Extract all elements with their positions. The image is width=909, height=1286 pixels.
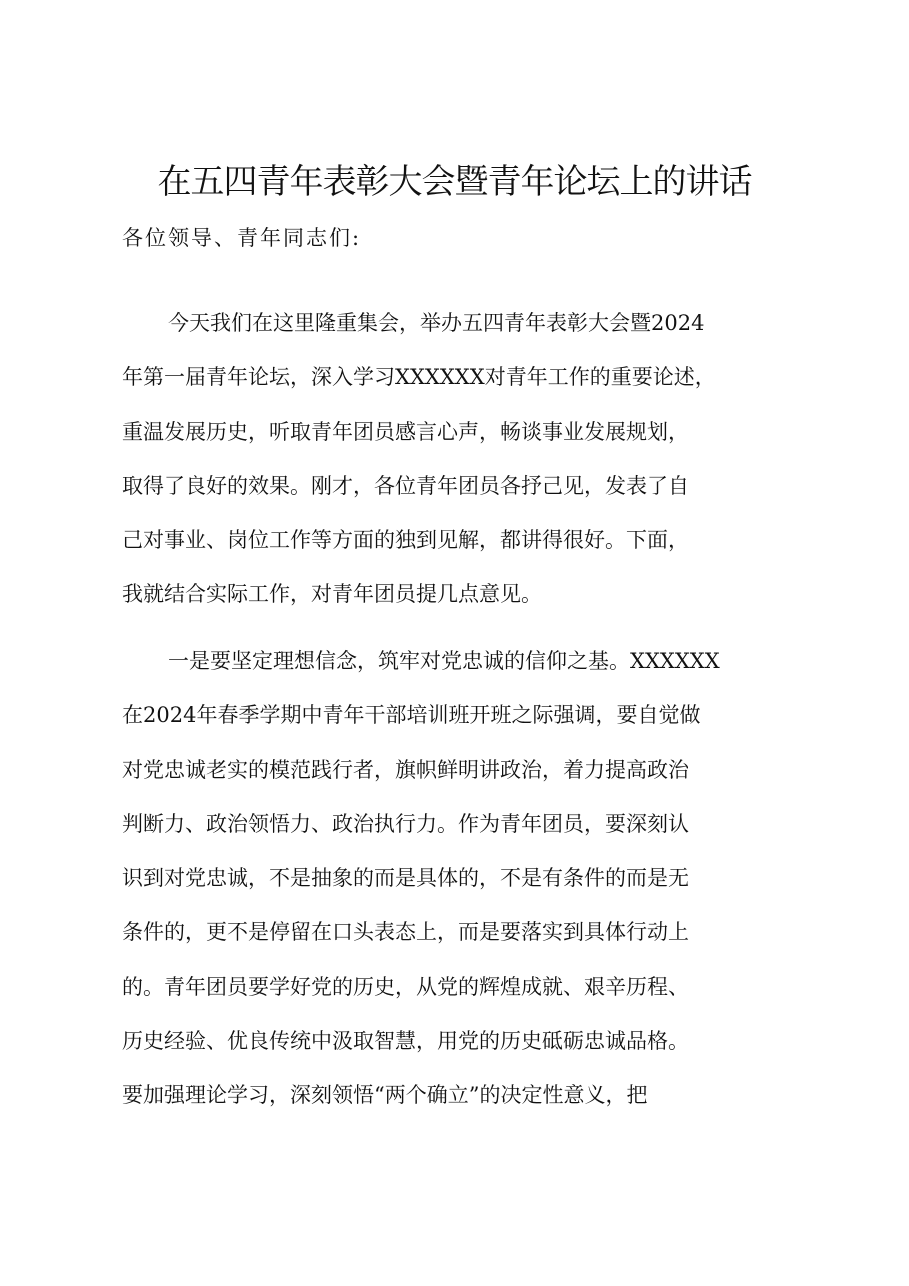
paragraph-line: 判断力、政治领悟力、政治执行力。作为青年团员，要深刻认 (122, 811, 689, 836)
paragraph-line: 取得了良好的效果。刚才，各位青年团员各抒己见，发表了自 (122, 473, 689, 498)
paragraph-line: 要加强理论学习，深刻领悟“两个确立”的决定性意义，把 (122, 1083, 648, 1108)
paragraph-line: 的。青年团员要学好党的历史，从党的辉煌成就、艰辛历程、 (122, 974, 689, 999)
paragraph-line: 我就结合实际工作，对青年团员提几点意见。 (122, 582, 542, 607)
paragraph-line: 条件的，更不是停留在口头表态上，而是要落实到具体行动上 (122, 920, 689, 945)
document-title: 在五四青年表彰大会暨青年论坛上的讲话 (157, 162, 752, 202)
paragraph-line: 历史经验、优良传统中汲取智慧，用党的历史砥砺忠诚品格。 (122, 1029, 689, 1054)
paragraph-opening (122, 296, 794, 622)
paragraph-line: 年第一届青年论坛，深入学习XXXXXX对青年工作的重要论述， (122, 365, 716, 390)
paragraph-line: 重温发展历史，听取青年团员感言心声，畅谈事业发展规划， (122, 419, 689, 444)
paragraph-line: 一是要坚定理想信念，筑牢对党忠诚的信仰之基。XXXXXX (168, 649, 720, 673)
paragraph-line: 今天我们在这里隆重集会，举办五四青年表彰大会暨2024 (168, 311, 705, 335)
paragraph-point-one (122, 634, 794, 1123)
salutation: 各位领导、青年同志们: (122, 226, 362, 250)
paragraph-line: 识到对党忠诚，不是抽象的而是具体的，不是有条件的而是无 (122, 866, 689, 891)
paragraph-line: 己对事业、岗位工作等方面的独到见解，都讲得很好。下面， (122, 528, 689, 553)
paragraph-line: 对党忠诚老实的模范践行者，旗帜鲜明讲政治，着力提高政治 (122, 757, 689, 782)
paragraph-line: 在2024年春季学期中青年干部培训班开班之际强调，要自觉做 (122, 703, 701, 728)
